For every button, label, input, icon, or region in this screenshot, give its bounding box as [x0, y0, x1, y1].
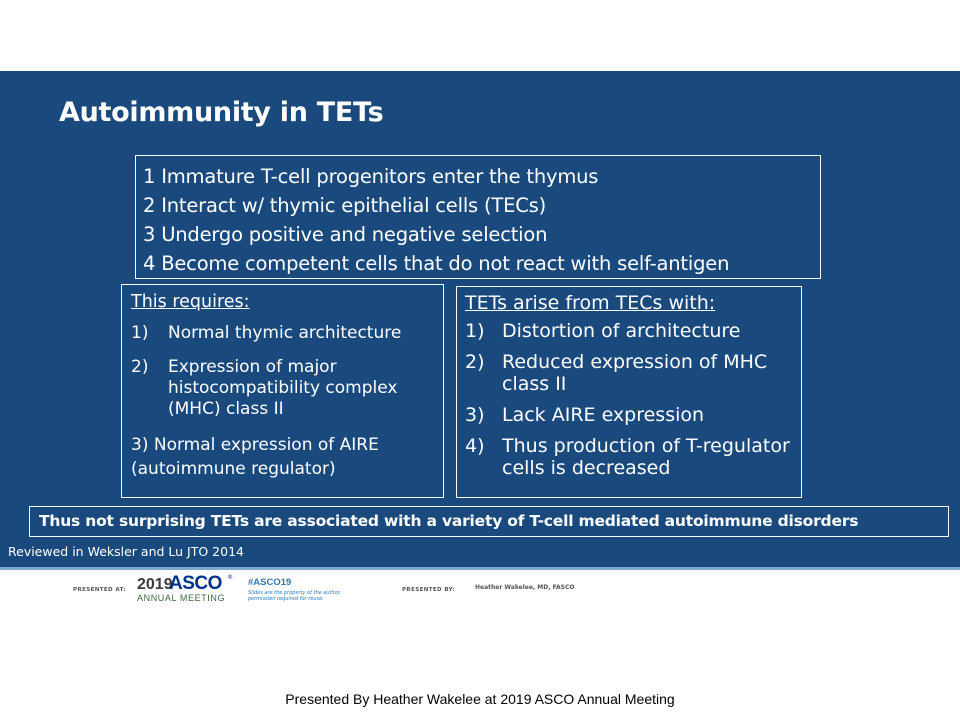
item-text: Expression of major histocompatibility complex (MHC) class II — [168, 357, 398, 419]
step-line: 4 Become competent cells that do not react with self-antigen — [143, 252, 730, 275]
asco-logo-year: 2019 — [137, 576, 173, 593]
requirement-item — [131, 357, 437, 420]
step-line: 2 Interact w/ thymic epithelial cells (TECs) — [143, 194, 547, 217]
conclusion-banner: Thus not surprising TETs are associated with a variety of T-cell mediated autoimmune disorders — [29, 506, 949, 537]
asco-logo-meeting: ANNUAL MEETING — [137, 593, 226, 603]
tets-item — [465, 351, 795, 395]
requirement-item — [131, 323, 437, 344]
tets-box — [456, 286, 802, 498]
registered-mark: ® — [227, 574, 233, 581]
presented-at-label: PRESENTED AT: — [73, 587, 127, 593]
requirements-heading: This requires: — [131, 292, 250, 312]
item-text: Lack AIRE expression — [502, 404, 705, 426]
slide-disclaimer: Slides are the property of the author, permission required for reuse. — [248, 590, 341, 602]
item-text: Normal thymic architecture — [168, 323, 402, 343]
citation: Reviewed in Weksler and Lu JTO 2014 — [8, 544, 244, 559]
asco-logo-name: ASCO — [169, 573, 222, 594]
presentation-credit: Presented By Heather Wakelee at 2019 ASCO Annual Meeting — [285, 691, 675, 707]
step-line: 1 Immature T-cell progenitors enter the thymus — [143, 165, 599, 188]
item-number: 1) — [131, 323, 149, 343]
item-number: 3) — [465, 404, 485, 426]
presented-by-label: PRESENTED BY: — [402, 587, 456, 593]
tets-item — [465, 404, 795, 426]
item-text: Reduced expression of MHC class II — [502, 351, 768, 395]
item-number: 1) — [465, 320, 485, 342]
meeting-hashtag: #ASCO19 — [248, 577, 292, 588]
requirements-box — [121, 284, 444, 498]
item-number: 4) — [465, 435, 485, 457]
tets-item — [465, 435, 795, 479]
item-text: Thus production of T-regulator cells is decreased — [502, 435, 790, 479]
footer-divider — [0, 567, 960, 570]
item-number: 2) — [465, 351, 485, 373]
slide-title: Autoimmunity in TETs — [59, 97, 384, 128]
item-text: Distortion of architecture — [502, 320, 741, 342]
requirement-note: 3) Normal expression of AIRE (autoimmune regulator) — [131, 435, 379, 479]
tets-heading: TETs arise from TECs with: — [465, 292, 716, 314]
presenter-name: Heather Wakelee, MD, FASCO — [475, 584, 575, 591]
tets-item — [465, 320, 795, 342]
step-line: 3 Undergo positive and negative selection — [143, 223, 548, 246]
item-number: 2) — [131, 357, 149, 377]
thymus-steps-box — [135, 155, 821, 279]
